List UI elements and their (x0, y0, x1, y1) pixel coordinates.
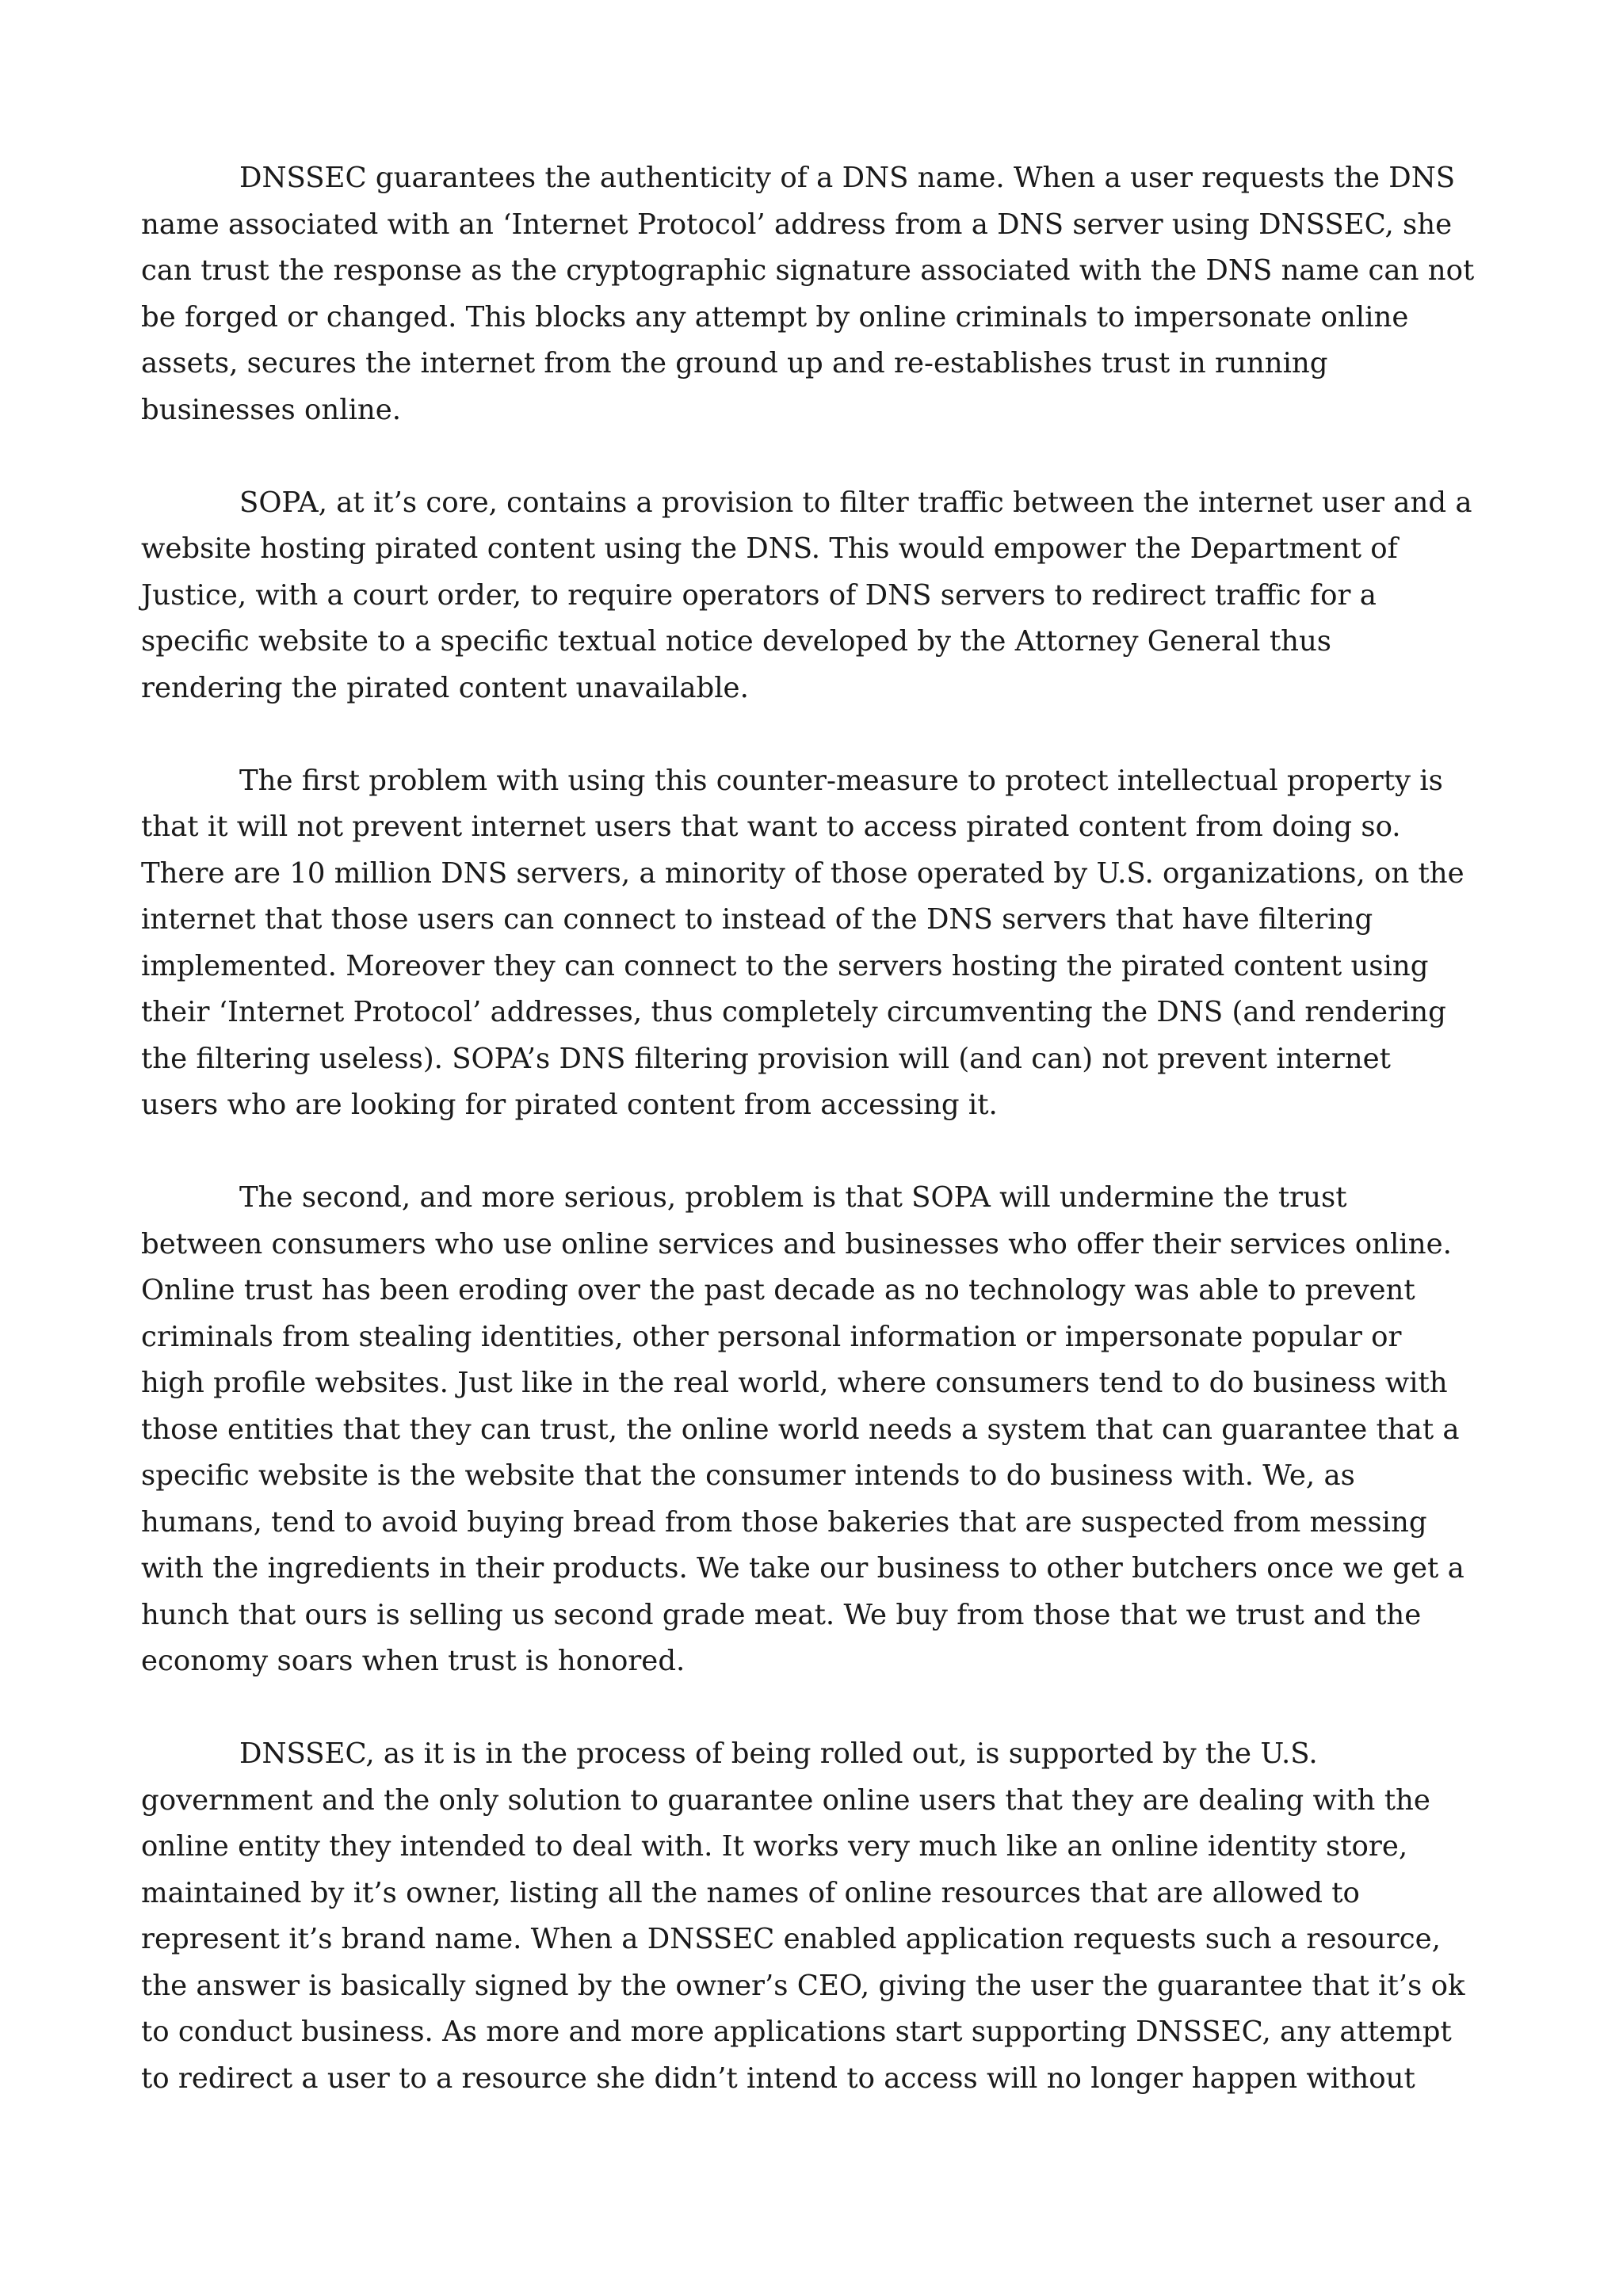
paragraph-second-problem (141, 1175, 1488, 1685)
text-line: users who are looking for pirated content from accessing it. (141, 1089, 998, 1121)
text-line: the filtering useless). SOPA’s DNS filtering provision will (and can) not prevent internet (141, 1042, 1391, 1075)
text-line: There are 10 million DNS servers, a minority of those operated by U.S. organizations, on the (141, 856, 1465, 890)
text-line: their ‘Internet Protocol’ addresses, thus completely circumventing the DNS (and rendering (141, 996, 1446, 1028)
text-line: hunch that ours is selling us second grade meat. We buy from those that we trust and the (141, 1598, 1422, 1631)
text-line: economy soars when trust is honored. (141, 1645, 685, 1677)
text-line: internet that those users can connect to instead of the DNS servers that have filtering (141, 903, 1373, 936)
paragraph-dnssec-rollout (141, 1731, 1488, 2102)
text-line: between consumers who use online services and businesses who offer their services online. (141, 1227, 1452, 1261)
text-line: The first problem with using this counter-measure to protect intellectual property is (239, 764, 1443, 797)
text-line: website hosting pirated content using the DNS. This would empower the Department of (141, 532, 1398, 565)
text-line: with the ingredients in their products. We take our business to other butchers once we get a (141, 1552, 1465, 1585)
text-line: government and the only solution to guarantee online users that they are dealing with the (141, 1783, 1430, 1817)
text-line: assets, secures the internet from the ground up and re-establishes trust in running (141, 347, 1328, 379)
text-line: name associated with an ‘Internet Protocol’ address from a DNS server using DNSSEC, she (141, 208, 1453, 241)
text-line: criminals from stealing identities, other personal information or impersonate popular or (141, 1320, 1402, 1353)
text-line: be forged or changed. This blocks any attempt by online criminals to impersonate online (141, 300, 1409, 334)
text-line: online entity they intended to deal with. It works very much like an online identity store, (141, 1830, 1408, 1863)
text-line: businesses online. (141, 393, 402, 426)
text-line: implemented. Moreover they can connect to the servers hosting the pirated content using (141, 949, 1429, 982)
text-line: maintained by it’s owner, listing all the names of online resources that are allowed to (141, 1876, 1360, 1909)
text-line: those entities that they can trust, the online world needs a system that can guarantee that a (141, 1413, 1460, 1446)
text-line: that it will not prevent internet users that want to access pirated content from doing so. (141, 810, 1401, 843)
text-line: SOPA, at it’s core, contains a provision to filter traffic between the internet user and a (239, 486, 1472, 519)
paragraph-dnssec-intro (141, 155, 1488, 433)
document-body (141, 155, 1488, 2149)
paragraph-sopa-core (141, 480, 1488, 712)
text-line: rendering the pirated content unavailable. (141, 671, 749, 704)
text-line: specific website is the website that the consumer intends to do business with. We, as (141, 1459, 1355, 1492)
text-line: can trust the response as the cryptographic signature associated with the DNS name can not (141, 254, 1475, 287)
text-line: the answer is basically signed by the owner’s CEO, giving the user the guarantee that it’s ok (141, 1969, 1465, 2002)
text-line: humans, tend to avoid buying bread from those bakeries that are suspected from messing (141, 1505, 1427, 1539)
text-line: represent it’s brand name. When a DNSSEC enabled application requests such a resource, (141, 1923, 1441, 1955)
text-line: DNSSEC guarantees the authenticity of a DNS name. When a user requests the DNS (239, 162, 1456, 194)
text-line: Online trust has been eroding over the past decade as no technology was able to prevent (141, 1274, 1415, 1306)
paragraph-first-problem (141, 758, 1488, 1129)
text-line: DNSSEC, as it is in the process of being rolled out, is supported by the U.S. (239, 1737, 1318, 1770)
text-line: Justice, with a court order, to require operators of DNS servers to redirect traffic for a (141, 578, 1377, 612)
text-line: high profile websites. Just like in the real world, where consumers tend to do business with (141, 1367, 1448, 1399)
text-line: to conduct business. As more and more applications start supporting DNSSEC, any attempt (141, 2016, 1452, 2048)
text-line: to redirect a user to a resource she didn’t intend to access will no longer happen without (141, 2061, 1415, 2095)
text-line: specific website to a specific textual notice developed by the Attorney General thus (141, 625, 1332, 658)
text-line: The second, and more serious, problem is that SOPA will undermine the trust (239, 1181, 1347, 1214)
